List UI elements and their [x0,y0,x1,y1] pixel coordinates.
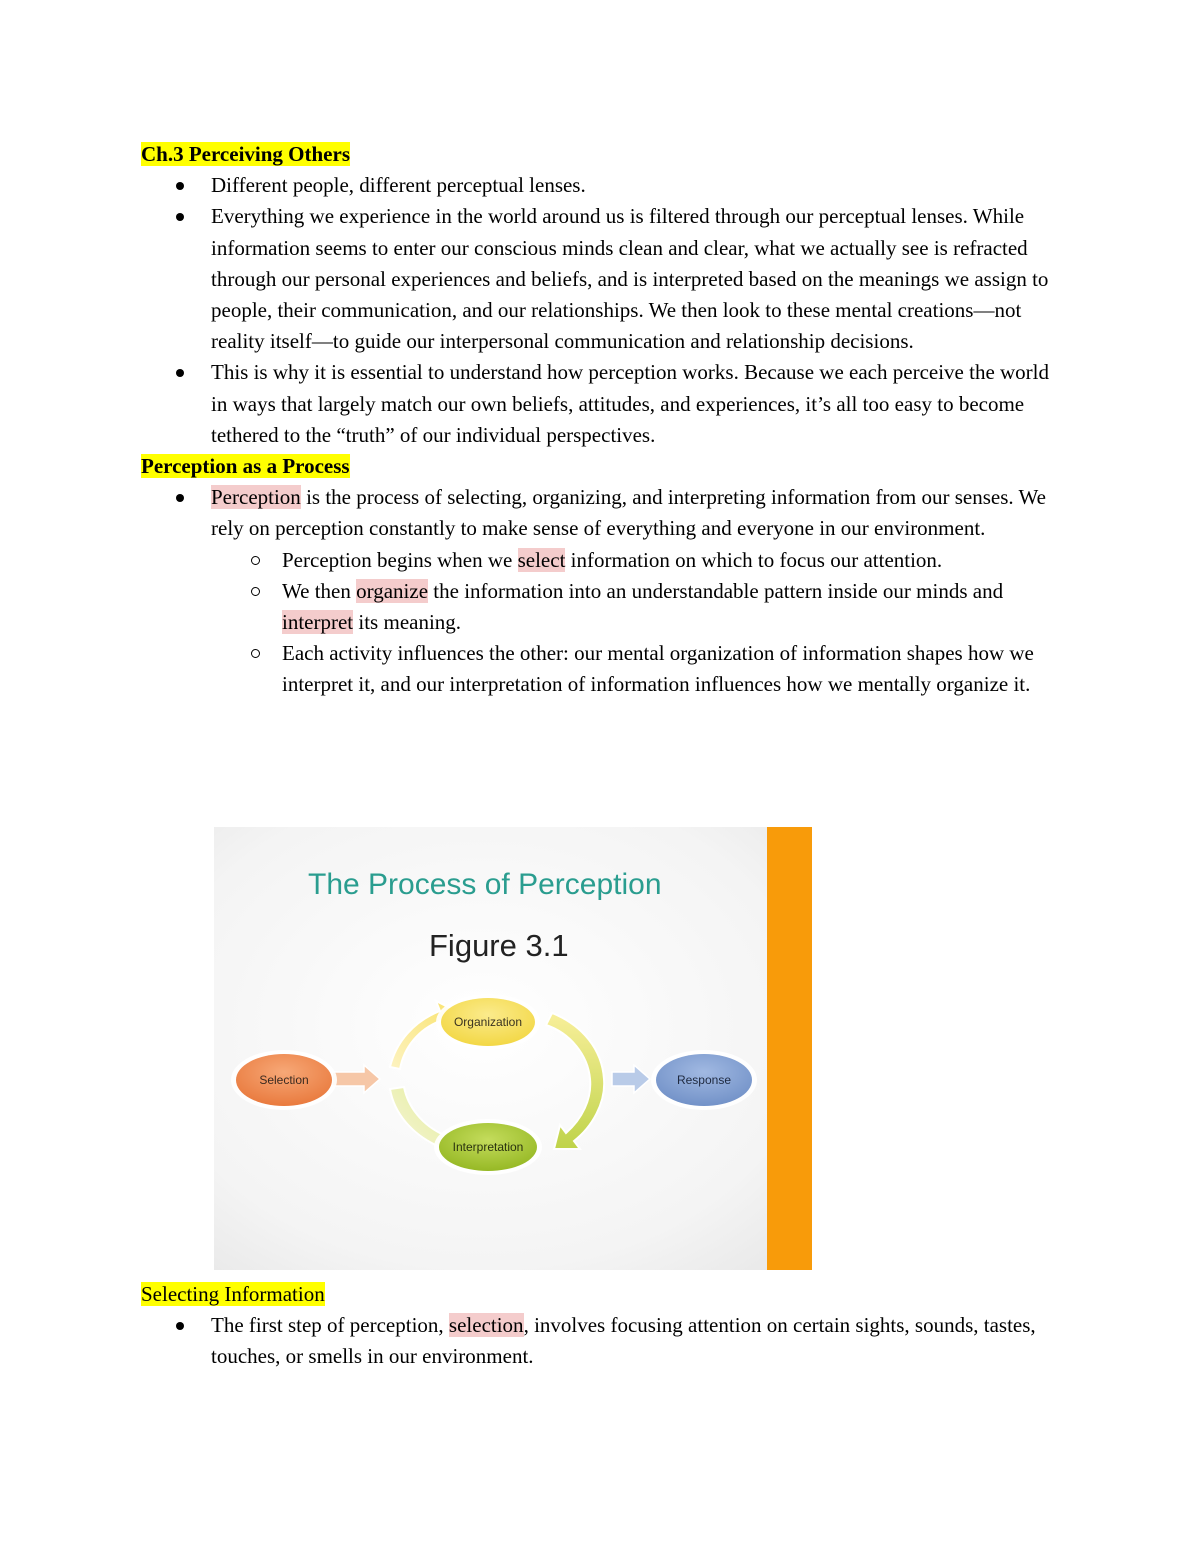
term-highlight: selection [448,1313,524,1338]
interpretation-label: Interpretation [452,1140,524,1154]
sub-list-item [282,576,1061,638]
figure-number: Figure 3.1 [429,928,569,963]
organization-node [436,994,540,1050]
sub-item-text: the information into an understandable pattern inside our minds and [428,578,1004,603]
selection-to-cycle-arrow [332,1065,380,1093]
chapter-heading-text: Ch.3 Perceiving Others [141,142,350,166]
selection-label: Selection [259,1073,309,1087]
selection-node [231,1050,337,1110]
sub-item-text: We then [282,578,357,603]
sub-item-text: information on which to focus our attention. [565,547,943,572]
process-diagram [214,827,812,1270]
sub-item-text: its meaning. [353,610,462,635]
response-label: Response [676,1073,732,1087]
section-heading-process [141,451,1061,482]
term-highlight: interpret [282,610,354,635]
interpretation-node [434,1119,542,1175]
list-item [211,1310,1061,1372]
figure-title: The Process of Perception [308,868,662,901]
section-heading-selecting-text: Selecting Information [141,1282,325,1306]
organization-label: Organization [453,1015,523,1029]
list-item: Different people, different perceptual lenses. [211,170,1061,201]
document-body [141,139,1061,701]
list-item [211,482,1061,544]
term-highlight: organize [356,578,429,603]
list-item: Everything we experience in the world around us is filtered through our perceptual lenses. While information seems to enter our conscious minds clean and clear, what we actually see is refracted through our personal experiences and beliefs, and is interpreted based on the meanings we assign to people, their communication, and our relationships. We then look to these mental creations—not reality itself—to guide our interpersonal communication and relationship decisions. [211,201,1061,357]
section-heading-process-text: Perception as a Process [141,454,350,479]
response-node [651,1050,757,1110]
term-highlight: select [517,547,566,572]
process-figure [214,827,812,1270]
section-heading-selecting [141,1279,1061,1310]
process-bullet-list [141,482,1061,544]
list-item-text: The first step of perception, [211,1313,449,1338]
cycle-arrow-right [546,1013,604,1149]
selecting-section [141,1279,1061,1373]
sub-list-item: Each activity influences the other: our mental organization of information shapes how we interpret it, and our interpretation of information influences how we mentally organize it. [282,638,1061,700]
cycle-arrow-left [390,1087,444,1147]
process-sub-list [141,545,1061,701]
chapter-bullet-list [141,170,1061,451]
chapter-heading [141,139,1061,170]
list-item-text: is the process of selecting, organizing, and interpreting information from our senses. We rely on perception constantly to make sense of everything and everyone in our environment. [211,485,1046,541]
cycle-to-response-arrow [612,1065,650,1093]
list-item-text: , involves focusing attention on certain sights, sounds, tastes, touches, or smells in our environment. [211,1313,1036,1369]
selecting-bullet-list [141,1310,1061,1372]
list-item: This is why it is essential to understand how perception works. Because we each perceive the world in ways that largely match our own beliefs, attitudes, and experiences, it’s all too easy to become tethered to the “truth” of our individual perspectives. [211,357,1061,451]
sub-item-text: Perception begins when we [282,547,518,572]
term-highlight: Perception [211,485,301,510]
sub-list-item [282,545,1061,576]
